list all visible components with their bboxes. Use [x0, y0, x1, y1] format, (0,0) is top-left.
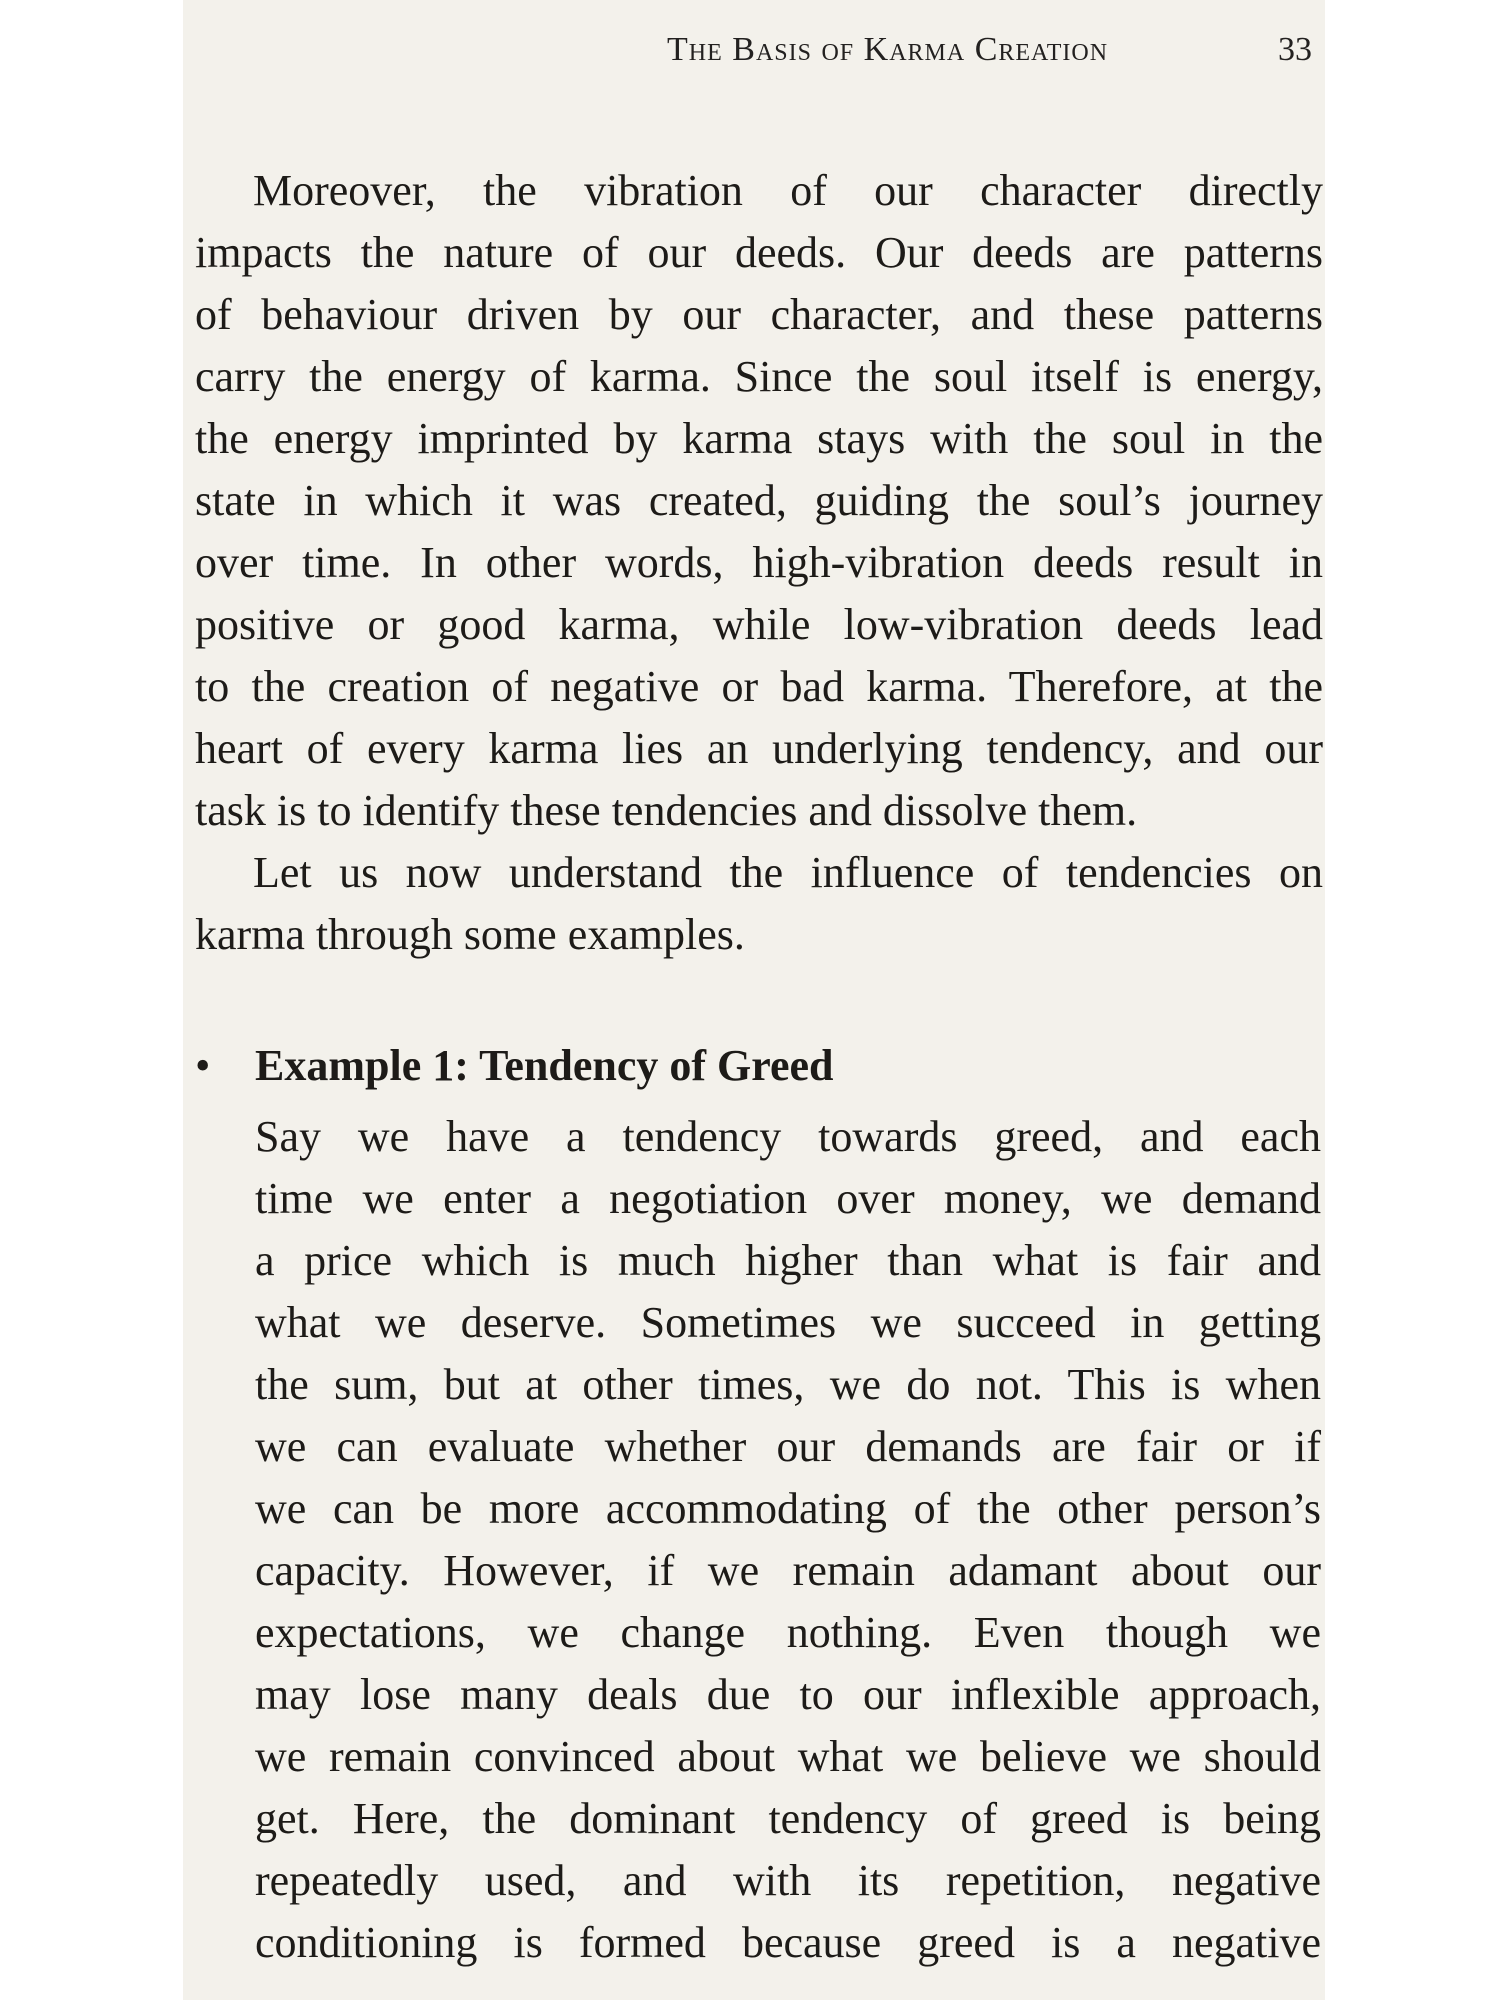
paragraph-line: to the creation of negative or bad karma. Therefore, at the: [195, 662, 1323, 711]
paragraph-line: heart of every karma lies an underlying tendency, and our: [195, 724, 1323, 773]
example-line: repeatedly used, and with its repetition, negative: [255, 1856, 1321, 1905]
paragraph-line: the energy imprinted by karma stays with the soul in the: [195, 414, 1323, 463]
example-line: capacity. However, if we remain adamant about our: [255, 1546, 1321, 1595]
example-body: [255, 1106, 1321, 1974]
example-line: a price which is much higher than what is fair and: [255, 1236, 1321, 1285]
bullet-point: •: [195, 1041, 211, 1090]
paragraph-line: of behaviour driven by our character, and these patterns: [195, 290, 1323, 339]
body-text: [195, 160, 1323, 966]
example-line: may lose many deals due to our inflexible approach,: [255, 1670, 1321, 1719]
running-header: [183, 31, 1325, 73]
paragraph-line: task is to identify these tendencies and dissolve them.: [195, 786, 1138, 835]
example-title: Example 1: Tendency of Greed: [255, 1041, 834, 1090]
example-line: we can evaluate whether our demands are fair or if: [255, 1422, 1321, 1471]
example-line: what we deserve. Sometimes we succeed in getting: [255, 1298, 1321, 1347]
paragraph-line: state in which it was created, guiding the soul’s journey: [195, 476, 1323, 525]
example-line: Say we have a tendency towards greed, and each: [255, 1112, 1321, 1161]
example-line: conditioning is formed because greed is a negative: [255, 1918, 1321, 1967]
paragraph-line: impacts the nature of our deeds. Our deeds are patterns: [195, 228, 1323, 277]
example-line: we can be more accommodating of the other person’s: [255, 1484, 1321, 1533]
paragraph-line: Let us now understand the influence of tendencies on: [253, 848, 1323, 897]
paragraph-line: positive or good karma, while low-vibration deeds lead: [195, 600, 1323, 649]
paragraph-line: Moreover, the vibration of our character directly: [253, 166, 1323, 215]
paragraph-line: over time. In other words, high-vibration deeds result in: [195, 538, 1323, 587]
chapter-title: The Basis of Karma Creation: [667, 31, 1109, 68]
example-line: expectations, we change nothing. Even though we: [255, 1608, 1321, 1657]
paragraph-line: carry the energy of karma. Since the soul itself is energy,: [195, 352, 1323, 401]
book-page: [183, 0, 1325, 2000]
page-number: 33: [1278, 31, 1312, 68]
example-line: time we enter a negotiation over money, we demand: [255, 1174, 1321, 1223]
paragraph-line: karma through some examples.: [195, 910, 745, 959]
example-line: the sum, but at other times, we do not. This is when: [255, 1360, 1321, 1409]
example-line: get. Here, the dominant tendency of greed is being: [255, 1794, 1321, 1843]
example-line: we remain convinced about what we believe we should: [255, 1732, 1321, 1781]
